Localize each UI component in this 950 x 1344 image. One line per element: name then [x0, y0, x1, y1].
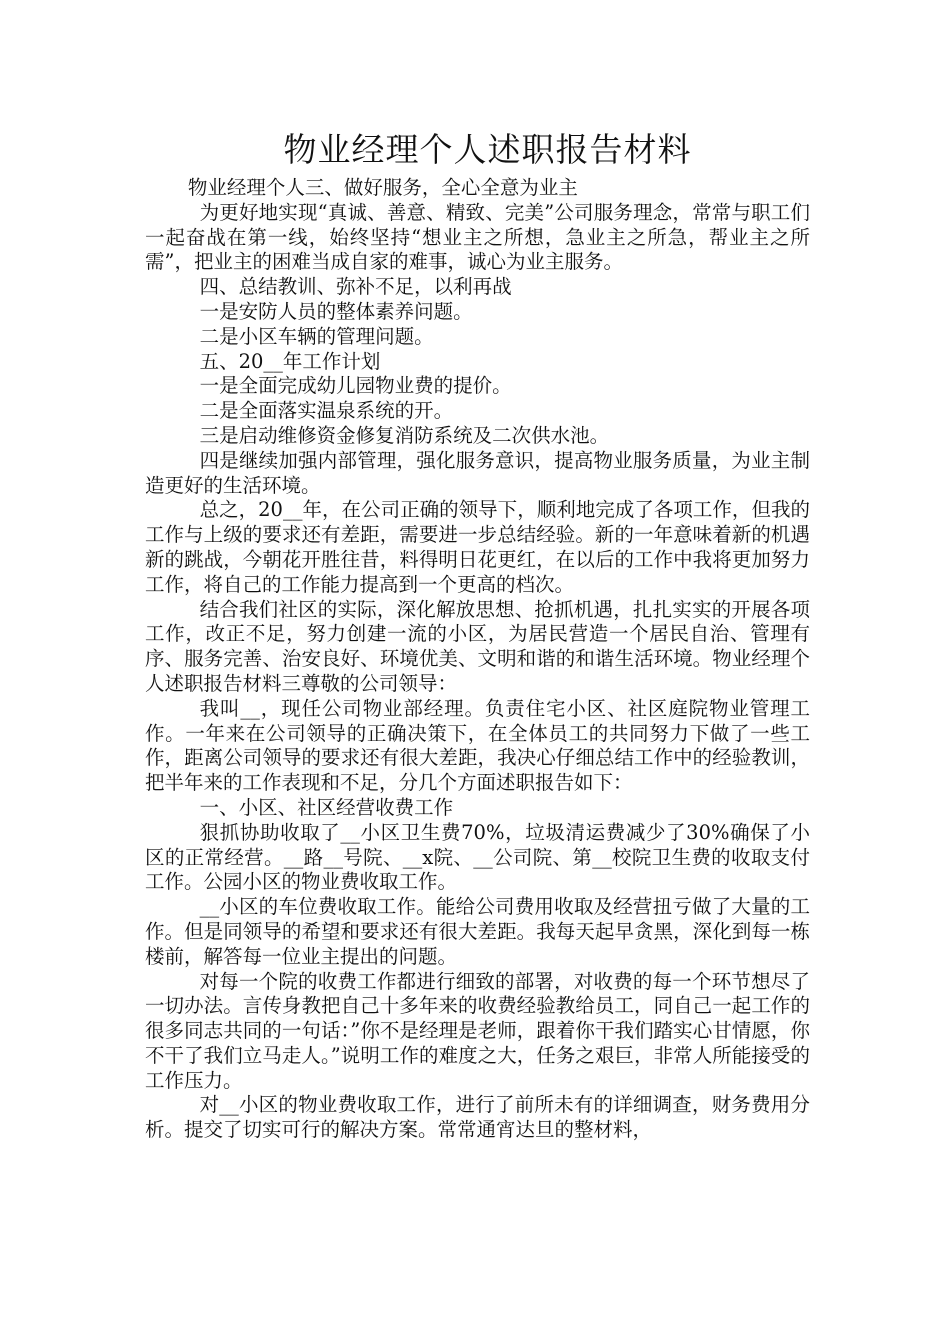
paragraph: 三是启动维修资金修复消防系统及二次供水池。 — [199, 423, 610, 447]
paragraph: 总之，20__年，在公司正确的领导下，顺利地完成了各项工作，但我的工作与上级的要求还有差距，需要进一步总结经验。新的一年意味着新的机遇新的跳战，今朝花开胜往昔，料得明日花更红，在以后的工作中我将更加努力工作，将自己的工作能力提高到一个更高的档次。 — [145, 498, 810, 596]
paragraph: 狠抓协助收取了__小区卫生费70%，垃圾清运费减少了30%确保了小区的正常经营。__路__号院、__x院、__公司院、第__校院卫生费的收取支付工作。公园小区的物业费收取工作。 — [145, 820, 810, 894]
paragraph: 五、20__年工作计划 — [199, 349, 381, 373]
paragraph: 一、小区、社区经营收费工作 — [199, 795, 454, 819]
paragraph: __小区的车位费收取工作。能给公司费用收取及经营扭亏做了大量的工作。但是同领导的希望和要求还有很大差距。我每天起早贪黑，深化到每一栋楼前，解答每一位业主提出的问题。 — [145, 895, 810, 968]
paragraph: 结合我们社区的实际，深化解放思想、抢抓机遇，扎扎实实的开展各项工作，改正不足，努力创建一流的小区，为居民营造一个居民自治、管理有序、服务完善、治安良好、环境优美、文明和谐的和谐生活环境。物业经理个人述职报告材料三尊敬的公司领导： — [145, 597, 810, 695]
paragraph: 我叫__，现任公司物业部经理。负责住宅小区、社区庭院物业管理工作。一年来在公司领导的正确决策下，在全体员工的共同努力下做了一些工作，距离公司领导的要求还有很大差距，我决心仔细总结工作中的经验教训，把半年来的工作表现和不足，分几个方面述职报告如下： — [145, 696, 810, 795]
paragraph: 一是安防人员的整体素养问题。 — [199, 299, 473, 323]
paragraph: 对每一个院的收费工作都进行细致的部署，对收费的每一个环节想尽了一切办法。言传身教把自己十多年来的收费经验教给员工，同自己一起工作的很多同志共同的一句话：”你不是经理是老师，跟着你干我们踏实心甘情愿，你不干了我们立马走人。”说明工作的难度之大，任务之艰巨，非常人所能接受的工作压力。 — [145, 969, 810, 1092]
paragraph: 二是全面落实温泉系统的开。 — [199, 399, 454, 423]
paragraph: 四是继续加强内部管理，强化服务意识，提高物业服务质量，为业主制造更好的生活环境。 — [145, 448, 810, 497]
paragraph: 对__小区的物业费收取工作，进行了前所未有的详细调查，财务费用分析。提交了切实可行的解决方案。常常通宵达旦的整材料， — [145, 1093, 810, 1142]
paragraph: 物业经理个人三、做好服务，全心全意为业主 — [187, 176, 578, 199]
paragraph: 为更好地实现“真诚、善意、精致、完美”公司服务理念，常常与职工们一起奋战在第一线，始终坚持“想业主之所想，急业主之所急，帮业主之所需”，把业主的困难当成自家的难事，诚心为业主服务。 — [145, 200, 810, 274]
paragraph: 四、总结教训、弥补不足，以利再战 — [199, 275, 512, 299]
paragraph: 一是全面完成幼儿园物业费的提价。 — [199, 374, 512, 398]
paragraph: 二是小区车辆的管理问题。 — [199, 324, 434, 348]
document-title: 物业经理个人述职报告材料 — [283, 130, 692, 169]
document-page — [145, 128, 810, 1143]
